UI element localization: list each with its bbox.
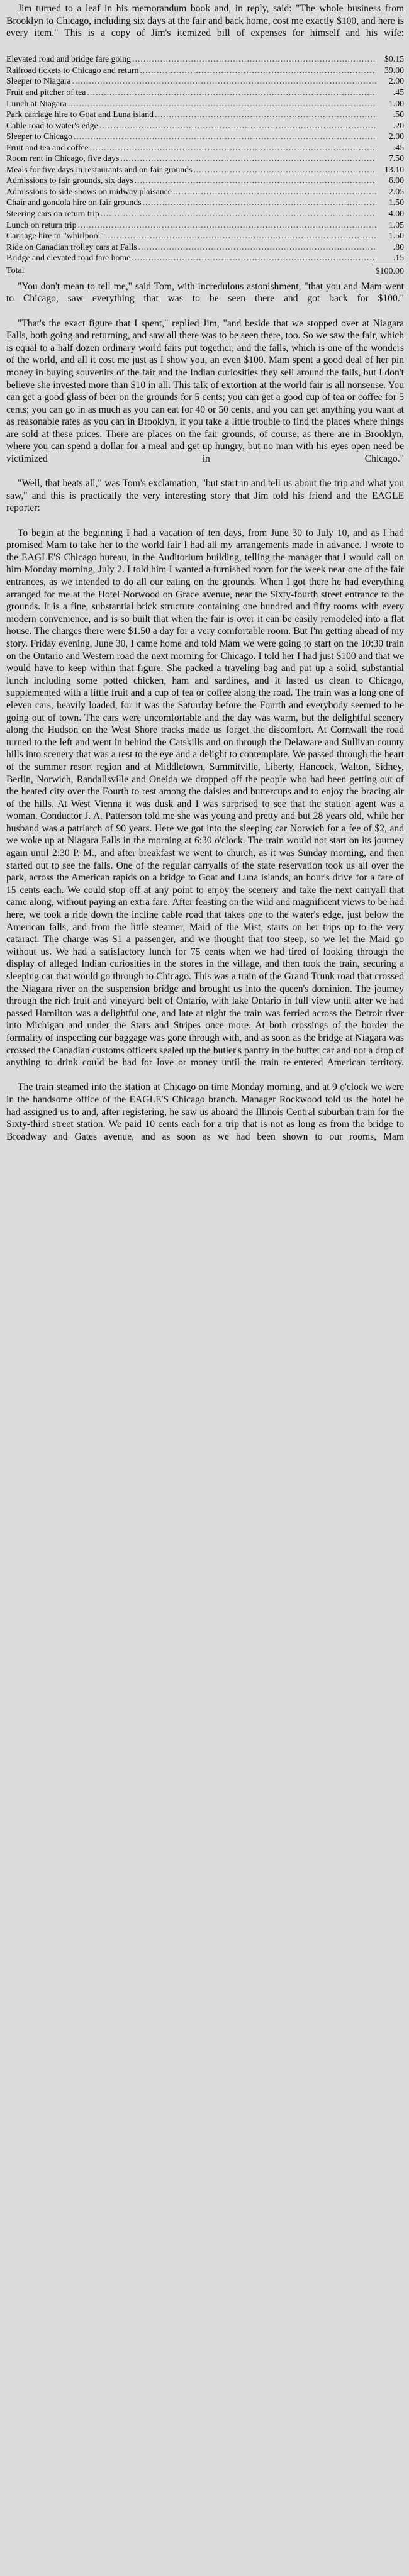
expense-item xyxy=(6,186,404,197)
expense-item xyxy=(6,109,404,120)
expense-label: Carriage hire to "whirlpool" xyxy=(6,231,104,241)
expense-item xyxy=(6,120,404,131)
article-paragraph: "Well, that beats all," was Tom's exclamation, "but start in and tell us about the trip and what you saw," and this is practically the very interesting story that Jim told his friend and the EAGLE reporter: xyxy=(6,478,404,514)
expense-label: Room rent in Chicago, five days xyxy=(6,153,120,164)
leader-dots xyxy=(72,75,376,87)
article-column xyxy=(0,0,409,1155)
expense-item xyxy=(6,175,404,186)
expense-amount: 2.00 xyxy=(388,131,404,142)
expense-label: Chair and gondola hire on fair grounds xyxy=(6,197,142,208)
expense-item xyxy=(6,131,404,142)
leader-dots xyxy=(99,120,376,131)
expense-label: Cable road to water's edge xyxy=(6,120,98,130)
expense-label: Fruit and pitcher of tea xyxy=(6,87,86,97)
expense-label: Railroad tickets to Chicago and return xyxy=(6,65,139,75)
expense-item xyxy=(6,153,404,164)
expense-item xyxy=(6,53,404,65)
expense-amount: .45 xyxy=(393,87,404,97)
expense-item xyxy=(6,242,404,253)
expense-amount: 6.00 xyxy=(388,175,404,186)
article-paragraph: "That's the exact figure that I spent," replied Jim, "and beside that we stopped over at Niagara Falls, both going and returning, and saw all there was to be seen there, too. So we saw the fair, which is equal to a half dozen ordinary world fairs put together, and the falls, which is one of the wonders of the world, and all it cost me just as I show you, an even $100. Mam spent a good deal of her pin money in buying souvenirs of the fair and the Indian curiosities they sell around the falls, but I don't believe she invested more than $10 in all. This talk of extortion at the world fair is all nonsense. You can get a good glass of beer on the grounds for 5 cents; you can get a good cup of tea or coffee for 5 cents; you can go in as much as you can eat for 40 or 50 cents, and you can get anything you want at as reasonable rates as you can in Brooklyn, if you take a little trouble to find the places where things are sold at these prices. There are places on the fair grounds, of course, as there are in Brooklyn, where you can spend a dollar for a meal and get up hungry, but no man with his eyes open need be victimized in Chicago." xyxy=(6,318,404,465)
expense-label: Meals for five days in restaurants and on fair grounds xyxy=(6,164,193,174)
leader-dots xyxy=(90,142,376,153)
expense-item xyxy=(6,142,404,153)
article-paragraph: "You don't mean to tell me," said Tom, with incredulous astonishment, "that you and Mam went to Chicago, saw everything that was to be seen there and got back for $100." xyxy=(6,280,404,304)
leader-dots xyxy=(193,164,376,175)
expense-item xyxy=(6,230,404,242)
expense-label: Admissions to side shows on midway plaisance xyxy=(6,186,172,196)
expense-amount: 13.10 xyxy=(384,164,404,174)
expense-item xyxy=(6,197,404,208)
expense-item xyxy=(6,208,404,219)
expense-label: Park carriage hire to Goat and Luna island xyxy=(6,109,154,119)
leader-dots xyxy=(87,87,376,98)
leader-dots xyxy=(140,65,376,76)
article-paragraph: The train steamed into the station at Chicago on time Monday morning, and at 9 o'clock we were in the handsome office of the EAGLE'S Chicago branch. Manager Rockwood told us the hotel he had assigned us to and, after registering, he saw us aboard the Illinois Central suburban train for the Sixty-third street station. We paid 10 cents each for a trip that is not as long as from the bridge to Broadway and Gates avenue, and as soon as we had been shown to our rooms, Mam xyxy=(6,1082,404,1142)
leader-dots xyxy=(120,153,376,164)
expense-label: Bridge and elevated road fare home xyxy=(6,253,131,263)
leader-dots xyxy=(173,186,376,197)
expense-amount: 7.50 xyxy=(388,153,404,164)
expense-amount: 1.05 xyxy=(388,219,404,230)
expense-amount: 2.05 xyxy=(388,186,404,196)
expense-amount: 2.00 xyxy=(388,76,404,86)
article-body xyxy=(6,280,404,1155)
expense-amount: 1.50 xyxy=(388,197,404,208)
article-paragraph: To begin at the beginning I had a vacation of ten days, from June 30 to July 10, and as I had promised Mam to take her to the world fair I had all my arrangements made in advance. I wrote to the EAGLE'S Chicago bureau, in the Auditorium building, telling the manager that I would call on him Monday morning, July 2. I told him I wanted a furnished room for the week near one of the fair entrances, as we intended to do all our eating on the grounds. When I got there he had everything arranged for me at the Hotel Norwood on Grace avenue, near the Sixty-fourth street entrance to the grounds. It is a fine, substantial brick structure containing one hundred and fifty rooms with every modern convenience, and is so built that when the fair is over it can be easily remodeled into a flat house. The charges there were $1.50 a day for a very comfortable room. But I'm getting ahead of my story. Friday evening, June 30, I came home and told Mam we were going to start on the 10:30 train on the Ontario and Western road the next morning for Chicago. I told her I had just $100 and that we would have to keep within that figure. She packed a traveling bag and put up a solid, substantial lunch including some potted chicken, ham and sardines, and it lasted us clean to Chicago, supplemented with a little fruit and a cup of tea or coffee along the road. The train was a long one of eleven cars, heavily loaded, for it was the Saturday before the Fourth and everybody seemed to be going out of town. The cars were uncomfortable and the day was warm, but the delightful scenery along the Hudson on the West Shore tracks made us forget the discomfort. At Cornwall the road turned to the left and went in behind the Catskills and on through the Delaware and Sullivan county hills into scenery that was a rest to the eye and a delight to contemplate. We passed through the heart of the summer resort region and at Middletown, Summitville, Liberty, Hancock, Walton, Sidney, Berlin, Norwich, Randallsville and Oneida we dropped off the people who had been getting out of the heated city over the Fourth to rest among the daisies and buttercups and to enjoy the bracing air of the hills. At West Vienna it was dusk and I was surprised to see that the station agent was a woman. Conductor J. A. Patterson told me she was young and pretty and but 28 years old, while her husband was a patriarch of 90 years. Here we got into the sleeping car Norwich for a fee of $2, and we woke up at Niagara Falls in the morning at 6:30 o'clock. The train would not start on its journey again until 2:30 P. M., and after breakfast we went to church, as it was Sunday morning, and then started out to see the falls. One of the regular carryalls of the state reservation took us all over the park, across the American rapids on a bridge to Goat and Luna islands, an hour's drive for a fare of 15 cents each. We could stop off at any point to enjoy the scenery and take the next carryall that came along, without paying an extra fare. After feasting on the wild and magnificent views to be had here, we took a ride down the incline cable road that takes one to the water's edge, just below the American falls, and from the little steamer, Maid of the Mist, starts on her trips up to the very cataract. The charge was $1 a passenger, and we thought that too steep, so we let the Maid go without us. We had a satisfactory lunch for 75 cents when we had tired of looking through the display of alleged Indian curiosities in the stores in the village, and then took the train, securing a sleeping car that would go through to Chicago. This was a train of the Grand Trunk road that crossed the Niagara river on the suspension bridge and brought us into the queen's dominion. The journey through the rich fruit and vineyard belt of Ontario, with lake Ontario in full view until after we had passed Hamilton was a delightful one, and late at night the train was ferried across the Detroit river into Michigan and under the Stars and Stripes once more. At both crossings of the border the formality of inspecting our baggage was gone through with, and as soon as the bridge at Niagara was crossed the Canadian customs officers sealed up the butler's pantry in the buffet car and not a drop of anything to drink could be had for love or money until the train re-entered American territory. xyxy=(6,527,404,1069)
expense-label: Lunch at Niagara xyxy=(6,98,67,108)
expense-amount: 1.50 xyxy=(388,231,404,241)
expense-item xyxy=(6,65,404,76)
expense-label: Sleeper to Niagara xyxy=(6,76,71,86)
expense-label: Ride on Canadian trolley cars at Falls xyxy=(6,242,137,252)
leader-dots xyxy=(101,208,376,219)
expense-item xyxy=(6,98,404,109)
leader-dots xyxy=(105,230,376,242)
leader-dots xyxy=(68,98,376,109)
expense-list xyxy=(6,53,404,263)
leader-dots xyxy=(78,219,377,231)
expense-amount: .45 xyxy=(393,142,404,152)
leader-dots xyxy=(155,109,376,120)
expense-label: Elevated road and bridge fare going xyxy=(6,54,132,64)
expense-amount: .15 xyxy=(393,253,404,263)
expense-amount: .20 xyxy=(393,120,404,130)
expense-amount: .50 xyxy=(393,109,404,119)
expense-amount: 4.00 xyxy=(388,209,404,219)
expense-amount: $0.15 xyxy=(384,54,404,64)
expense-label: Fruit and tea and coffee xyxy=(6,142,89,152)
leader-dots xyxy=(132,53,376,65)
leader-dots xyxy=(132,252,376,264)
expense-item xyxy=(6,164,404,175)
total-label: Total xyxy=(6,265,25,275)
expense-label: Admissions to fair grounds, six days xyxy=(6,175,133,186)
leader-dots xyxy=(135,175,376,186)
expense-amount: 39.00 xyxy=(384,65,404,75)
expense-item xyxy=(6,75,404,87)
expense-item xyxy=(6,252,404,264)
expense-label: Sleeper to Chicago xyxy=(6,131,72,142)
expense-label: Steering cars on return trip xyxy=(6,209,99,219)
expense-label: Lunch on return trip xyxy=(6,219,77,230)
leader-dots xyxy=(138,242,376,253)
expense-item xyxy=(6,87,404,98)
expense-item xyxy=(6,219,404,231)
expense-total xyxy=(6,265,404,277)
intro-paragraph: Jim turned to a leaf in his memorandum book and, in reply, said: "The whole business from Brooklyn to Chicago, including six days at the fair and back home, cost me exactly $100, and here is every item." This is a copy of Jim's itemized bill of expenses for himself and his wife: xyxy=(6,3,404,39)
total-amount: $100.00 xyxy=(372,265,405,277)
leader-dots xyxy=(74,131,376,142)
leader-dots xyxy=(143,197,376,208)
expense-amount: .80 xyxy=(393,242,404,252)
expense-amount: 1.00 xyxy=(388,98,404,108)
